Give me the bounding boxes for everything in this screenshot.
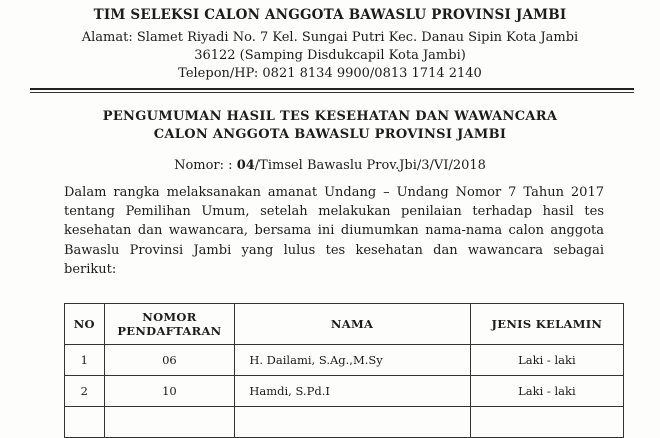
announcement-title-1: PENGUMUMAN HASIL TES KESEHATAN DAN WAWANCARA (102, 109, 558, 124)
announcement-paragraph (64, 183, 604, 279)
letterhead-address-2: 36122 (Samping Disdukcapil Kota Jambi) (194, 48, 466, 63)
header-registration (104, 304, 235, 345)
results-table (64, 303, 624, 438)
header-no: NO (65, 304, 105, 345)
cell-gender: Laki - laki (470, 345, 623, 376)
cell-name (235, 407, 470, 438)
table-row (65, 407, 624, 438)
letterhead-rule-thick (30, 88, 634, 90)
header-name: NAMA (235, 304, 470, 345)
cell-no: 1 (65, 345, 105, 376)
header-gender: JENIS KELAMIN (470, 304, 623, 345)
letterhead-rule-thin (30, 92, 634, 93)
nomor-number: 04 (236, 158, 255, 173)
cell-no: 2 (65, 376, 105, 407)
paragraph-line: Bawaslu Provinsi Jambi yang lulus tes kesehatan dan wawancara sebagai (64, 242, 604, 258)
header-registration-2: PENDAFTARAN (117, 324, 222, 338)
paragraph-line: kesehatan dan wawancara, bersama ini diumumkan nama-nama calon anggota (64, 223, 604, 239)
cell-registration: 10 (104, 376, 235, 407)
table-header-row (65, 304, 624, 345)
announcement-title-2: CALON ANGGOTA BAWASLU PROVINSI JAMBI (153, 127, 507, 142)
cell-registration: 06 (104, 345, 235, 376)
paragraph-line: berikut: (64, 261, 117, 277)
header-registration-1: NOMOR (142, 310, 197, 324)
paragraph-line: Dalam rangka melaksanakan amanat Undang – Undang Nomor 7 Tahun 2017 (64, 185, 604, 200)
cell-gender: Laki - laki (470, 376, 623, 407)
cell-gender (470, 407, 623, 438)
document-number (0, 158, 660, 173)
nomor-label: Nomor: : (174, 158, 233, 173)
cell-no (65, 407, 105, 438)
cell-registration (104, 407, 235, 438)
letterhead-address-1: Alamat: Slamet Riyadi No. 7 Kel. Sungai Putri Kec. Danau Sipin Kota Jambi (81, 30, 579, 45)
letterhead-phone: Telepon/HP: 0821 8134 9900/0813 1714 2140 (178, 66, 482, 81)
cell-name: H. Dailami, S.Ag.,M.Sy (235, 345, 470, 376)
letterhead-org: TIM SELEKSI CALON ANGGOTA BAWASLU PROVINSI JAMBI (93, 7, 567, 23)
cell-name: Hamdi, S.Pd.I (235, 376, 470, 407)
table-row (65, 345, 624, 376)
paragraph-line: tentang Pemilihan Umum, setelah melakukan penilaian terhadap hasil tes (64, 204, 604, 220)
table-row (65, 376, 624, 407)
nomor-rest: /Timsel Bawaslu Prov.Jbi/3/VI/2018 (254, 158, 486, 173)
